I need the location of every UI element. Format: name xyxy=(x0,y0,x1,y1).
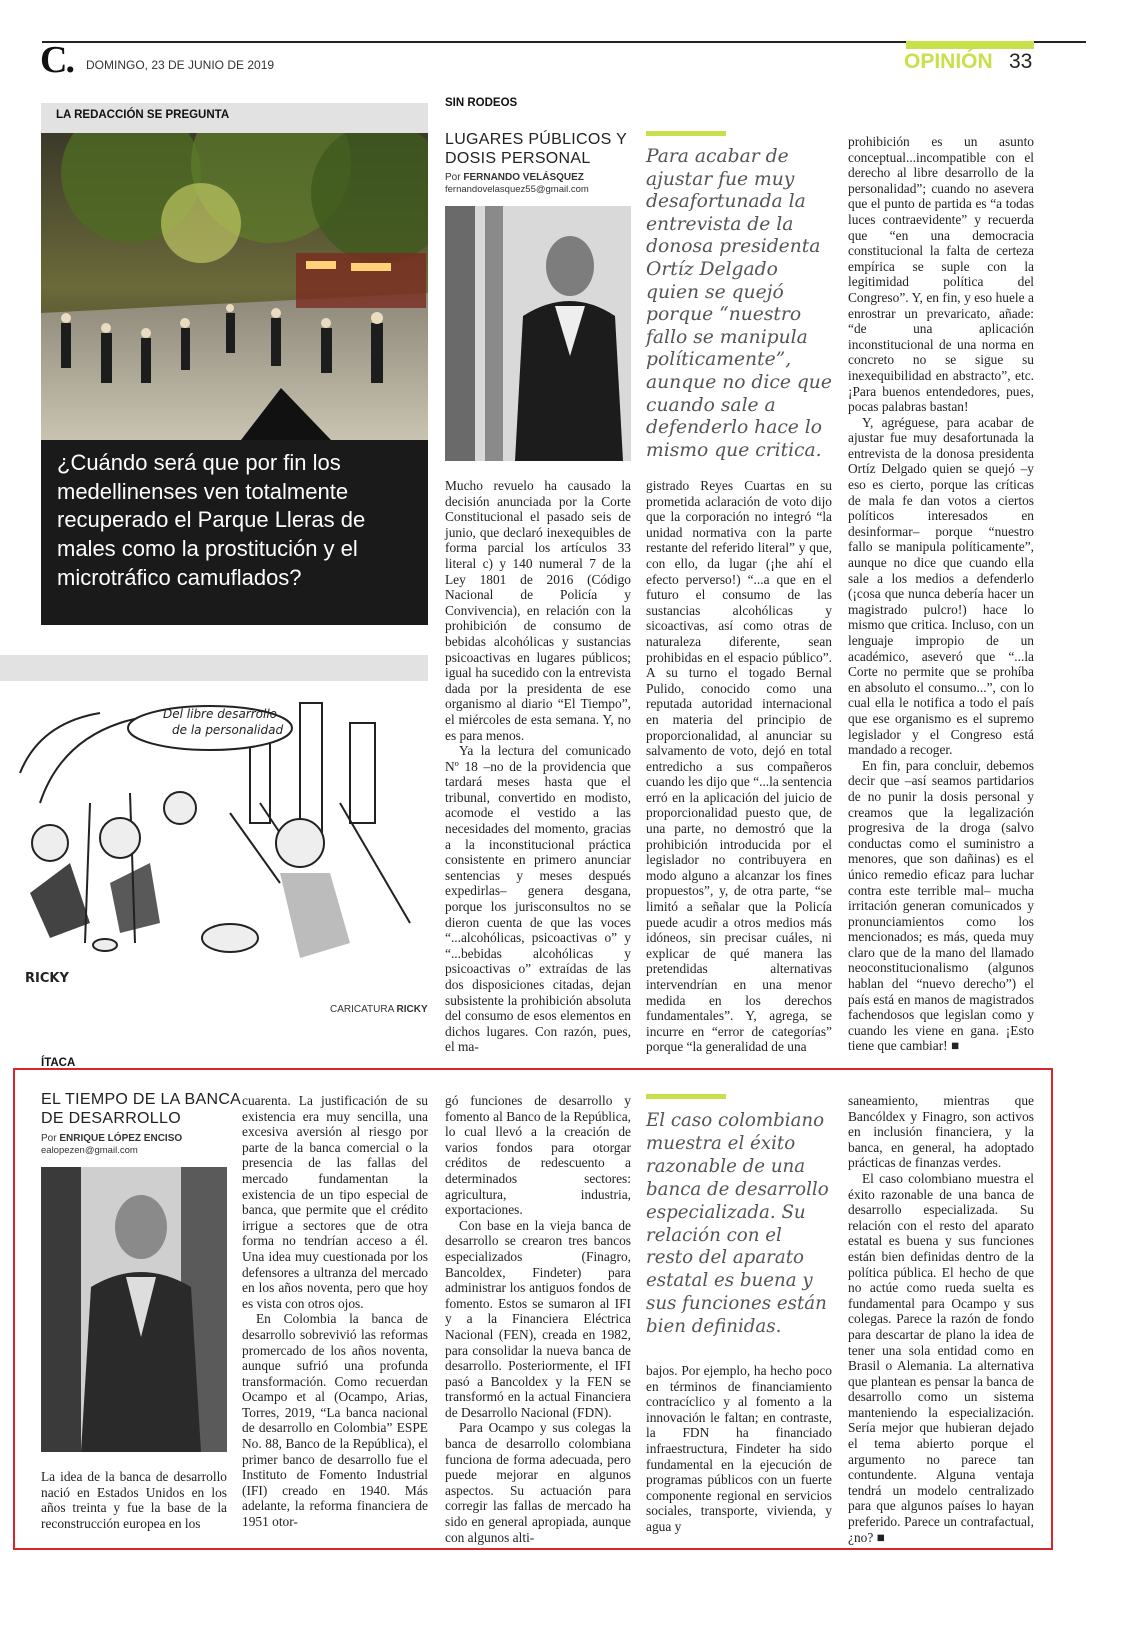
body-paragraph: Para Ocampo y sus colegas la banca de desarrollo colombiana funciona de forma adecuada, pero puede mejorar en algunos aspectos. Su actuación para corregir las fallas de mercado ha sido en general apropiada, aunque con algunos alti- xyxy=(445,1420,631,1545)
body-paragraph: Con base en la vieja banca de desarrollo se crearon tres bancos especializados (Finagro, Bancoldex, Findeter) para administrar los antiguos fondos de fomento. Estos se sumaron al IFI y a la Financiera Eléctrica Nacional (FEN), creada en 1982, para consolidar la nueva banca de desarrollo. Posteriormente, el IFI pasó a Bancoldex y la FEN se transformó en la actual Financiera de Desarrollo Nacional (FDN). xyxy=(445,1217,631,1420)
body-paragraph: prohibición es un asunto conceptual...incompatible con el derecho al libre desarrollo de la personalidad”; cuando no asevera que el punto de partida es “a todas luces contraevidente” y recuerda que “en una democracia constitucional la falta de certeza empírica se suple con la legitimidad política del Congreso”. Y, en fin, y eso huele a enrostrar un prevaricato, añade: “de una aplicación inconstitucional de una norma en concreto no se sigue su inexequibilidad en abstracto”, etc. ¡Para buenos entendedores, pues, pocas palabras bastan! xyxy=(848,134,1034,415)
column2-title-line1: EL TIEMPO DE LA BANCA xyxy=(41,1091,242,1108)
column1-body-a xyxy=(445,478,631,1055)
issue-date: DOMINGO, 23 DE JUNIO DE 2019 xyxy=(86,58,275,72)
column2-author-email: ealopezen@gmail.com xyxy=(41,1145,138,1156)
column2-author-photo xyxy=(41,1167,227,1452)
body-paragraph: Ya la lectura del comunicado Nº 18 –no de la providencia que tardará meses hasta que el tribunal, convertido en modisto, acomode el vestido a las necesidades del momento, gracias a la inconstitucional práctica consistente en primero anunciar sentencias y meses después expedirlas– genera desgana, porque los jurisconsultos no se dieron cuenta de que las voces “...alcohólicas, psicoactivas o” y “...bebidas alcohólicas y psicoactivas o” extraídas de las dos disposiciones citadas, dejan subsistente la prohibición absoluta del consumo de esos elementos en dichos lugares. Con razón, pues, el ma- xyxy=(445,743,631,1055)
column-title-line2: DOSIS PERSONAL xyxy=(445,150,591,167)
pullquote-accent xyxy=(646,131,726,136)
section-name: OPINIÓN xyxy=(904,50,993,73)
column2-body-d xyxy=(848,1093,1034,1545)
author-email: fernandovelasquez55@gmail.com xyxy=(445,184,589,195)
body-paragraph: En fin, para concluir, debemos decir que –así seamos partidarios de no punir la dosis personal y creamos que la legalización progresiva de la droga (salvo conductas como el suministro a menores, que son dañinas) es el único remedio eficaz para luchar contra este terrible mal– mucha irritación generan comunicados y pronunciamientos como los mencionados; es más, queda muy claro que de la mano del llamado neoconstitucionalismo (algunos hablan del “nuevo derecho”) el país está en manos de magistrados fachendosos que legislan como y cuando les viene en gana. ¡Esto tiene que cambiar! ■ xyxy=(848,757,1034,1054)
body-paragraph: gó funciones de desarrollo y fomento al Banco de la República, lo cual llevó a la creación de varios fondos para otorgar créditos de redescuento a determinados sectores: agricultura, industria, exportaciones. xyxy=(445,1093,631,1218)
speech-bubble-line2: de la personalidad xyxy=(172,723,284,737)
byline xyxy=(445,172,584,183)
body-paragraph: Mucho revuelo ha causado la decisión anunciada por la Corte Constitucional el pasado seis de junio, que declaró inexequibles de forma parcial los artículos 33 literal c) y 140 numeral 7 de la Ley 1801 de 2016 (Código Nacional de Policía y Convivencia), en relación con la prohibición de consumo de bebidas alcohólicas y sustancias psicoactivas en lugares públicos; igual ha sucedido con la entrevista dada por la presidenta de ese organismo al diario “El Tiempo”, el miércoles de esta semana. Y, no es para menos. xyxy=(445,478,631,743)
cartoon-credit xyxy=(330,1004,428,1015)
author-name: ENRIQUE LÓPEZ ENCISO xyxy=(59,1133,183,1144)
body-paragraph: El caso colombiano muestra el éxito razonable de una banca de desarrollo especializada. Su relación con el resto del aparato estatal es buena y sus funciones están bien definidas dentro de la política pública. El hecho de que no actúe como rueda suelta es fundamental para Ocampo y sus colegas. Parece la razón de fondo para descartar de plano la idea de tener una sola entidad como en Brasil o Alemania. La alternativa que plantean es pensar la banca de desarrollo como un sistema manteniendo la especialización. Sería mejor que hubieran dejado el tema abierto porque el argumento no parece tan contundente. Alguna ventaja tendrá un modelo centralizado para que algunos países lo hayan preferido. Parece un contrafactual, ¿no? ■ xyxy=(848,1170,1034,1545)
author-photo xyxy=(445,206,631,461)
grey-band xyxy=(0,655,428,681)
body-paragraph: gistrado Reyes Cuartas en su prometida aclaración de voto dijo que la corporación no integró “la unidad normativa con la parte restante del referido literal” y que, con ello, da lugar (¡he ahí el efecto perverso!) “...a que en el futuro el consumo de las sustancias alcohólicas y sicoactivas, así como otras de naturaleza diferente, sean prohibidas en el espacio público”. A su turno el togado Bernal Pulido, conocido como una reputada autoridad internacional en materia del principio de proporcionalidad, al anunciar su salvamento de voto, dejó en total entredicho a sus compañeros cuando les dijo que “...la sentencia erró en la aplicación del juicio de proporcionalidad puesto que, de una parte, no demostró que la prohibición introducida por el legislador no contribuyera en modo alguno a alcanzar los fines propuestos”, y, de otra parte, “se limitó a señalar que la Policía puede acudir a otros medios más idóneos, sin precisar cuáles, ni explicar de qué manera las pretendidas alternativas intervendrían en una menor medida en los derechos fundamentales”. Y, agrega, se incurre en “error de categorías” porque “la generalidad de una xyxy=(646,478,832,1055)
cartoon-credit-prefix: CARICATURA xyxy=(330,1004,394,1015)
question-text: ¿Cuándo será que por fin los medellinenses ven totalmente recuperado el Parque Lleras de males como la prostitución y el microtráfico camuflados? xyxy=(57,450,366,590)
body-paragraph: La idea de la banca de desarrollo nació en Estados Unidos en los años treinta y fue la base de la reconstrucción europea en los xyxy=(41,1469,227,1531)
body-paragraph: Y, agréguese, para acabar de ajustar fue muy desafortunada la entrevista de la donosa presidenta Ortíz Delgado quien se quejó –y eso es cierto, porque las críticas de mala fe dan votos a ciertos políticos interesados en desinformar– porque “nuestro fallo se manipula políticamente”, aunque no dice que cuando ella sale a los medios a defenderlo (¡cosa que nunca debería hacer un magistrado pulcro!) hace lo mismo que critica. Incluso, con un lenguaje impropio de un académico, aseveró que “...la Corte no permite que se prohíba en absoluto el consumo...”, con lo cual ella le notifica a todo el país que ese organismo es el supremo legislador y el Congreso está mandado a recoger. xyxy=(848,414,1034,758)
column2-title-line2: DE DESARROLLO xyxy=(41,1110,181,1127)
speech-bubble-line1: Del libre desarrollo xyxy=(163,707,278,721)
cartoonist-signature: RICKY xyxy=(25,971,69,986)
column-title-line1: LUGARES PÚBLICOS Y xyxy=(445,131,628,148)
column1-body-c xyxy=(848,134,1034,1054)
byline-prefix: Por xyxy=(41,1133,57,1144)
column2-pullquote-accent xyxy=(646,1094,726,1099)
column-section-label: SIN RODEOS xyxy=(445,97,518,109)
author-name: FERNANDO VELÁSQUEZ xyxy=(463,172,584,183)
column2-section-label: ÍTACA xyxy=(41,1057,76,1069)
body-paragraph: cuarenta. La justificación de su existencia era muy sencilla, una excesiva aversión al riesgo por parte de la banca comercial o la presencia de las fallas del mercado fundamentan la existencia de un tipo especial de banca, que permite que el crédito irrigue a sectores que de otra forma no tendrían acceso a él. Una idea muy cuestionada por los defensores a ultranza del mercado en los años noventa, pero que hoy es vista con otros ojos. xyxy=(242,1093,428,1311)
column2-byline xyxy=(41,1133,182,1144)
column2-body-c xyxy=(646,1363,832,1535)
cartoon-credit-name: RICKY xyxy=(396,1004,428,1015)
pull-quote: Para acabar de ajustar fue muy desafortunada la entrevista de la donosa presidenta Ortíz Delgado quien se quejó porque “nuestro fallo se manipula políticamente”, aunque no dice que cuando sale a defenderlo hace lo mismo que critica. xyxy=(646,146,832,461)
cartoon-illustration xyxy=(0,683,430,1001)
question-label: LA REDACCIÓN SE PREGUNTA xyxy=(56,109,230,121)
park-photo xyxy=(41,133,428,440)
column2-pull-quote: El caso colombiano muestra el éxito razonable de una banca de desarrollo especializada. Su relación con el resto del aparato estatal es buena y sus funciones están bien definidas. xyxy=(646,1110,829,1338)
column2-body-b xyxy=(445,1093,631,1545)
column1-body-b xyxy=(646,478,832,1055)
body-paragraph: En Colombia la banca de desarrollo sobrevivió las reformas promercado de los años noventa, aunque sufrió una profunda transformación. Como recuerdan Ocampo et al (Ocampo, Arias, Torres, 2019, “La banca nacional de desarrollo en Colombia” ESPE No. 88, Banco de la República), el primer banco de desarrollo fue el Instituto de Fomento Industrial (IFI) creado en 1940. Más adelante, la reforma financiera de 1951 otor- xyxy=(242,1311,428,1530)
byline-prefix: Por xyxy=(445,172,461,183)
newspaper-logo: C. xyxy=(40,39,73,81)
column2-body-a xyxy=(242,1093,428,1530)
body-paragraph: bajos. Por ejemplo, ha hecho poco en términos de financiamiento contracíclico y al fomento a la innovación le faltan; en contraste, la FDN ha financiado infraestructura, Findeter ha sido fundamental en la ejecución de programas públicos con un fuerte componente regional en servicios sociales, transporte, vivienda, y agua y xyxy=(646,1363,832,1534)
section-accent-bar xyxy=(906,41,1034,49)
body-paragraph: saneamiento, mientras que Bancóldex y Finagro, son activos en inclusión financiera, y la banca, en general, ha adoptado prácticas de finanzas verdes. xyxy=(848,1093,1034,1171)
column2-photo-caption xyxy=(41,1469,227,1531)
page-number: 33 xyxy=(1009,50,1033,73)
